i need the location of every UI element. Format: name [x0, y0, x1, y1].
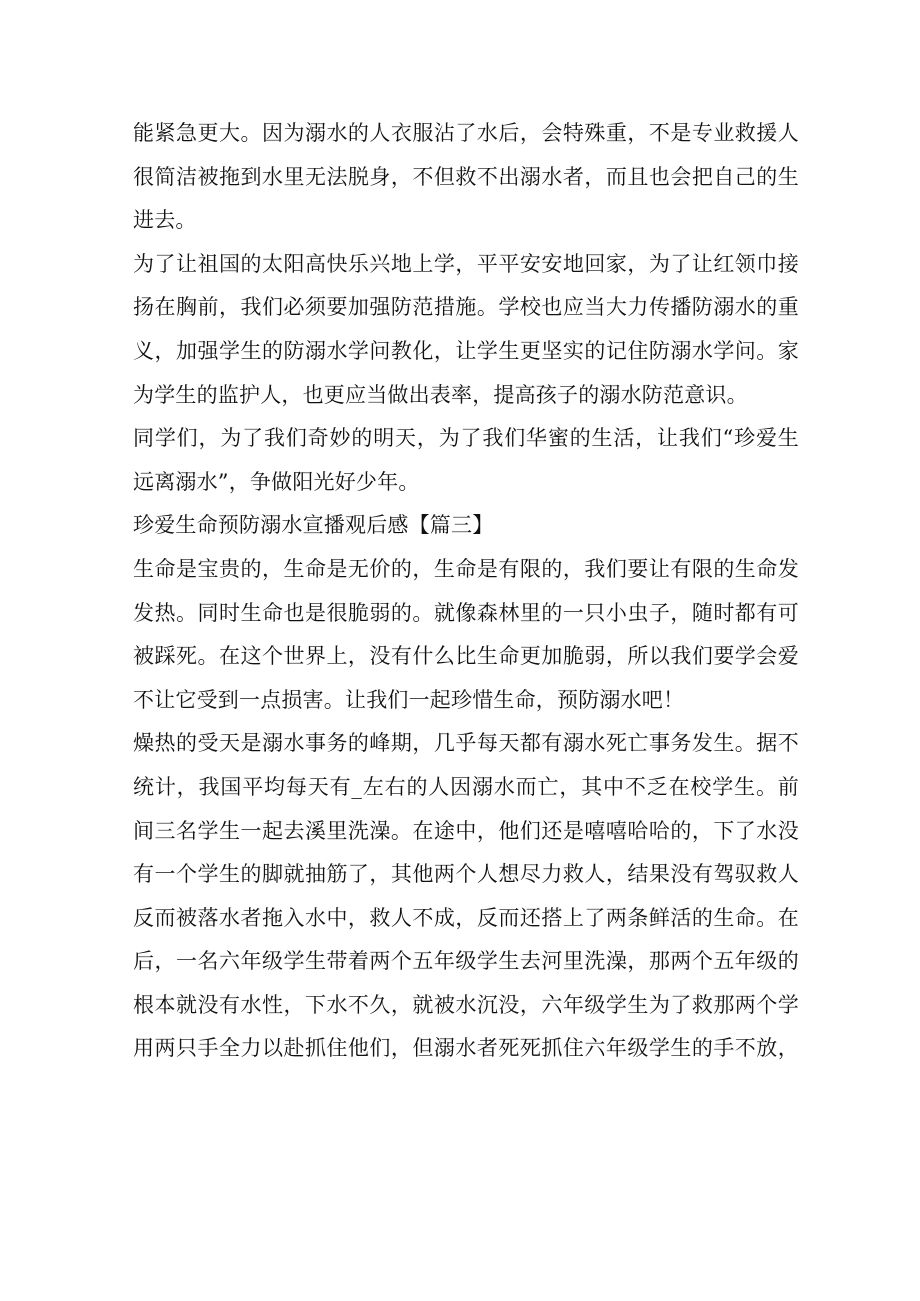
text-line: 扬在胸前，我们必须要加强防范措施。学校也应当大力传播防溺水的重 [133, 295, 799, 320]
text-line: 后，一名六年级学生带着两个五年级学生去河里洗澡，那两个五年级的 [133, 949, 799, 974]
text-line: 生命是宝贵的，生命是无价的，生命是有限的，我们要让有限的生命发 [133, 556, 799, 581]
text-line: 同学们，为了我们奇妙的明天，为了我们华蜜的生活，让我们“珍爱生 [133, 426, 799, 451]
paragraph [133, 548, 799, 722]
text-line: 根本就没有水性，下水不久，就被水沉没，六年级学生为了救那两个学 [133, 992, 799, 1017]
text-line: 间三名学生一起去溪里洗澡。在途中，他们还是嘻嘻哈哈的，下了水没 [133, 818, 799, 843]
text-line: 用两只手全力以赴抓住他们，但溺水者死死抓住六年级学生的手不放， [133, 1036, 799, 1061]
text-line: 被踩死。在这个世界上，没有什么比生命更加脆弱，所以我们要学会爱 [133, 644, 799, 669]
text-line: 反而被落水者拖入水中，救人不成，反而还搭上了两条鲜活的生命。在 [133, 905, 799, 930]
text-line: 义，加强学生的防溺水学问教化，让学生更坚实的记住防溺水学问。家 [133, 338, 799, 363]
heading-text: 珍爱生命预防溺水宣播观后感【篇三】 [133, 513, 494, 538]
text-line: 进去。 [133, 208, 197, 233]
text-line: 燥热的受天是溺水事务的峰期，几乎每天都有溺水死亡事务发生。据不 [133, 731, 799, 756]
text-line: 能紧急更大。因为溺水的人衣服沾了水后，会特殊重，不是专业救援人 [133, 121, 799, 145]
paragraph [133, 112, 799, 243]
text-line: 为了让祖国的太阳高快乐兴地上学，平平安安地回家，为了让红领巾接 [133, 251, 799, 276]
text-line: 很简洁被拖到水里无法脱身，不但救不出溺水者，而且也会把自己的生 [133, 164, 799, 189]
paragraph [133, 722, 799, 1071]
text-line: 远离溺水”，争做阳光好少年。 [133, 469, 420, 494]
text-line: 为学生的监护人，也更应当做出表率，提高孩子的溺水防范意识。 [133, 382, 748, 407]
section-heading [133, 504, 799, 548]
text-line: 有一个学生的脚就抽筋了，其他两个人想尽力救人，结果没有驾驭救人 [133, 862, 799, 887]
text-line: 统计，我国平均每天有_左右的人因溺水而亡，其中不乏在校学生。前 [133, 774, 799, 799]
document-body [133, 112, 799, 1071]
text-line: 发热。同时生命也是很脆弱的。就像森林里的一只小虫子，随时都有可 [133, 600, 799, 625]
text-line: 不让它受到一点损害。让我们一起珍惜生命，预防溺水吧！ [133, 687, 685, 712]
paragraph [133, 243, 799, 417]
paragraph [133, 417, 799, 504]
